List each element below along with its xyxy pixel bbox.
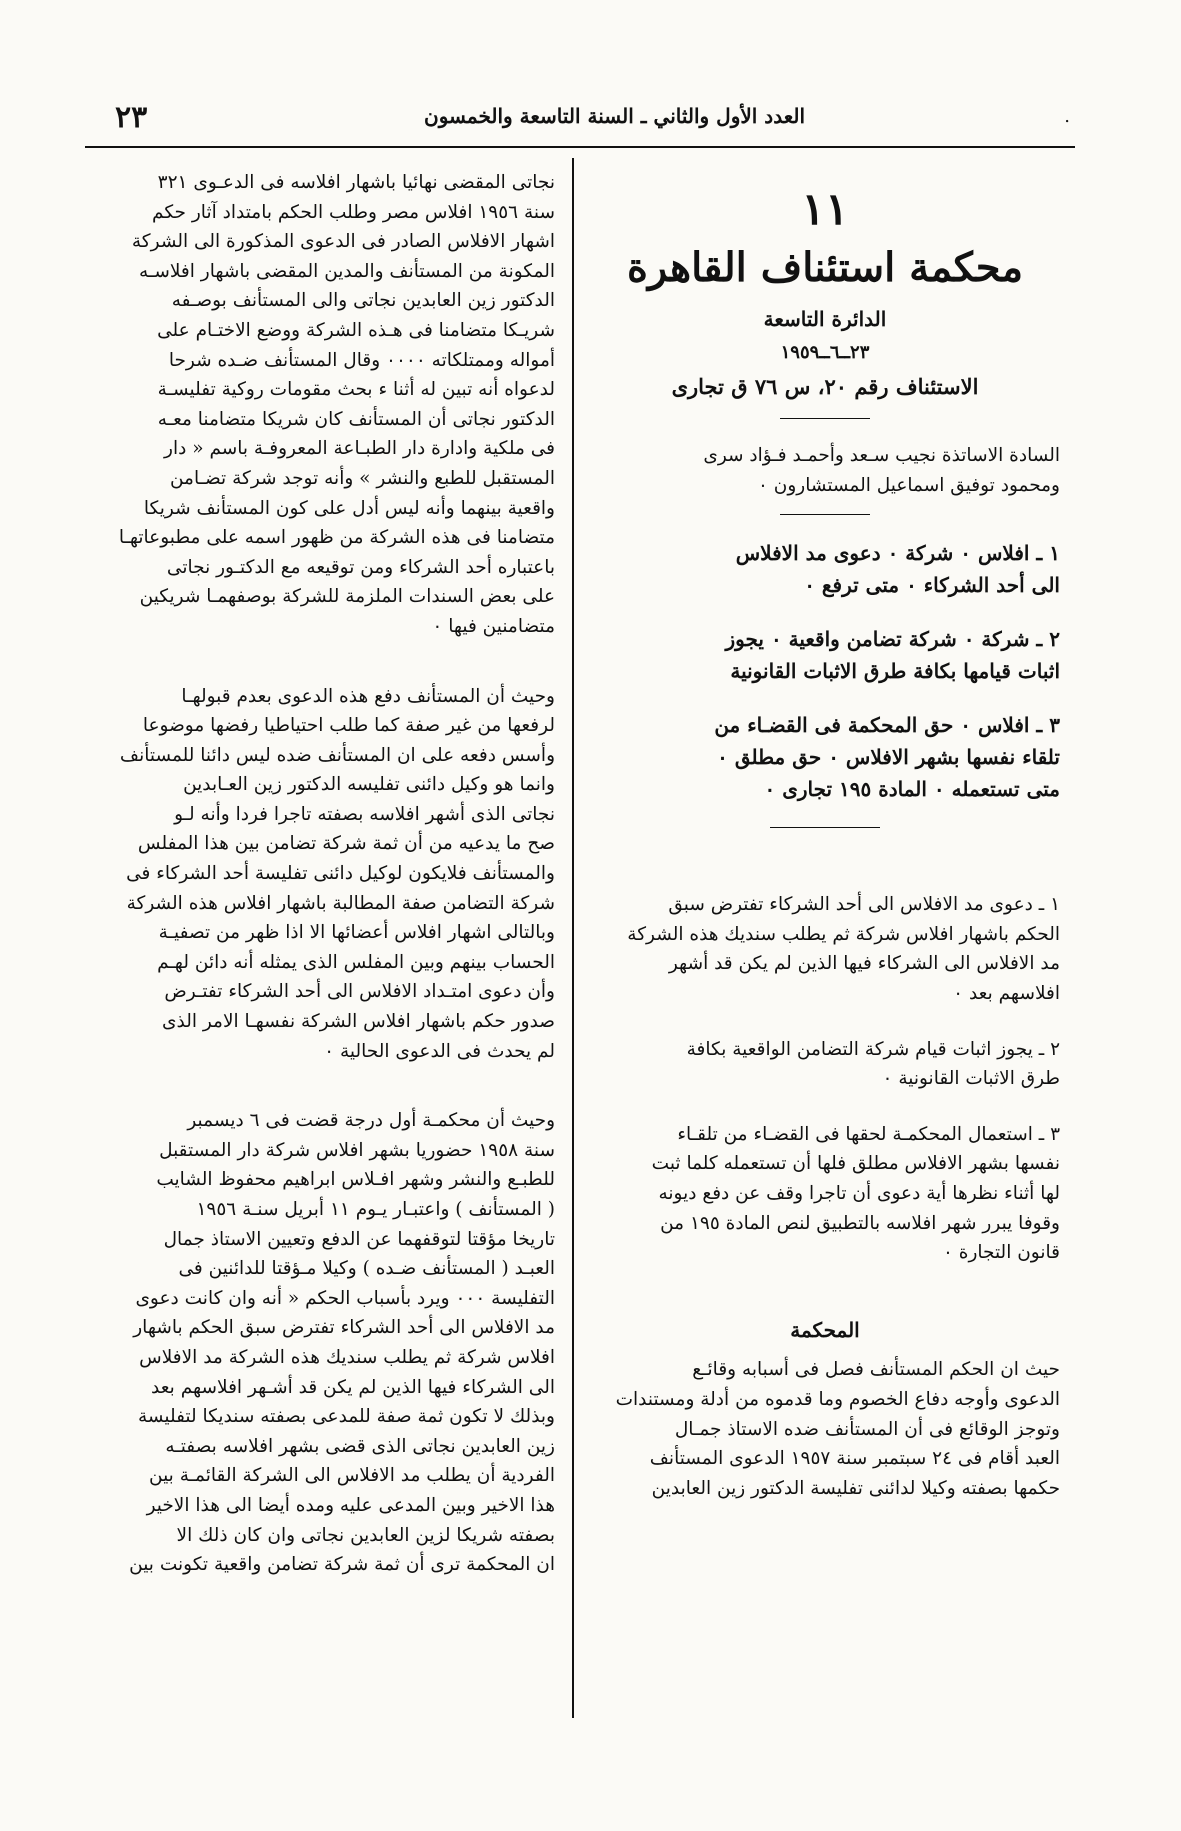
- summary-line: وقوفا يبرر شهر افلاسه بالتطبيق لنص المادة ١٩٥ من: [660, 1212, 1060, 1234]
- court-text: [590, 1355, 1060, 1503]
- text-line: نجاتى المقضى نهائيا باشهار افلاسه فى الدعـوى ٣٢١: [157, 172, 555, 193]
- principle-line: تلقاء نفسها بشهر الافلاس ٠ حق مطلق ٠: [717, 745, 1060, 770]
- principle-line: ٣ ـ افلاس ٠ حق المحكمة فى القضـاء من: [714, 713, 1060, 738]
- summary-item: [590, 890, 1060, 1008]
- case-number: ١١: [801, 184, 849, 235]
- text-line: وبذلك لا تكون ثمة صفة للمدعى بصفته سنديكا لتفليسة: [137, 1406, 555, 1428]
- text-line: وأن دعوى امتـداد الافلاس الى أحد الشركاء تفتـرض: [164, 981, 555, 1003]
- court-name: محكمة استئناف القاهرة: [626, 244, 1024, 291]
- text-line: وأسس دفعه على ان المستأنف ضده ليس دائنا للمستأنف: [119, 744, 555, 766]
- divider-rule: [770, 827, 880, 828]
- header-rule: [85, 146, 1075, 148]
- text-line: الفردية أن يطلب مد الافلاس الى الشركة القائمـة بين: [149, 1465, 555, 1487]
- principles-block: [590, 537, 1060, 805]
- court-text-line: حكمها بصفته وكيلا لدائنى تفليسة الدكتور زين العابدين: [651, 1477, 1060, 1499]
- text-line: التفليسة ٠٠٠ ويرد بأسباب الحكم « أنه وان كانت دعوى: [135, 1287, 555, 1309]
- page-header: [85, 100, 1075, 144]
- appeal-reference: الاستئناف رقم ٢٠، س ٧٦ ق تجارى: [671, 374, 979, 399]
- summary-line: افلاسهم بعد ٠: [953, 982, 1060, 1004]
- section-title: المحكمة: [790, 1317, 860, 1342]
- text-line: وبالتالى اشهار افلاس أعضائها الا اذا ظهر من تصفيـة: [158, 922, 555, 944]
- text-line: زين العابدين نجاتى الذى قضى بشهر افلاسه بصفتـه: [165, 1435, 555, 1457]
- text-line: لم يحدث فى الدعوى الحالية ٠: [324, 1040, 555, 1062]
- text-line: وحيث أن محكمـة أول درجة قضت فى ٦ ديسمبر: [187, 1110, 555, 1132]
- text-line: متضامنين فيها ٠: [432, 615, 555, 637]
- text-line: شركة التضامن صفة المطالبة باشهار افلاس هذه الشركة: [126, 892, 555, 914]
- summaries-block: [590, 890, 1060, 1268]
- text-line: المستقبل للطبع والنشر » وأنه توجد شركة تضـامن: [169, 467, 555, 489]
- text-line: العبـد ( المستأنف ضـده ) وكيلا مـؤقتا للدائنين فى: [178, 1258, 555, 1280]
- summary-line: ١ ـ دعوى مد الافلاس الى أحد الشركاء تفترض سبق: [668, 894, 1060, 916]
- paragraph: [85, 168, 555, 642]
- summary-line: قانون التجارة ٠: [942, 1242, 1060, 1264]
- court-text-line: وتوجز الوقائع فى أن المستأنف ضده الاستاذ جمـال: [674, 1418, 1060, 1440]
- text-line: متضامنا فى هذه الشركة من ظهور اسمه على مطبوعاتهـا: [118, 527, 555, 549]
- text-line: اشهار الافلاس الصادر فى الدعوى المذكورة الى الشركة: [131, 231, 555, 253]
- principle-line: ١ ـ افلاس ٠ شركة ٠ دعوى مد الافلاس: [735, 541, 1060, 566]
- text-line: فى ملكية وادارة دار الطبـاعة المعروفـة باسم « دار: [164, 438, 555, 460]
- summary-line: الحكم باشهار افلاس شركة ثم يطلب سنديك هذه الشركة: [627, 923, 1060, 945]
- summary-line: ٢ ـ يجوز اثبات قيام شركة التضامن الواقعية بكافة: [686, 1038, 1060, 1060]
- text-line: بصفته شريكا لزين العابدين نجاتى وان كان ذلك الا: [176, 1524, 555, 1546]
- text-line: تاريخا مؤقتا لتوقفهما عن الدفع وتعيين الاستاذ جمال: [163, 1228, 555, 1250]
- principle-line: الى أحد الشركاء ٠ متى ترفع ٠: [804, 573, 1060, 598]
- text-line: مد الافلاس الى أحد الشركاء تفترض سبق الحكم باشهار: [133, 1317, 555, 1339]
- text-line: نجاتى الذى أشهر افلاسه بصفته تاجرا فردا وأنه لـو: [174, 803, 555, 825]
- judges-line: السادة الاساتذة نجيب سـعد وأحمـد فـؤاد سرى: [703, 445, 1060, 466]
- principle-item: [590, 537, 1060, 601]
- judges-block: [590, 441, 1060, 500]
- text-line: الدكتور نجاتى أن المستأنف كان شريكا متضامنا معـه: [157, 408, 555, 430]
- judges-line: ومحمود توفيق اسماعيل المستشارون ٠: [757, 474, 1060, 496]
- summary-item: [590, 1035, 1060, 1094]
- right-column: [590, 168, 1060, 1503]
- text-line: ( المستأنف ) واعتبـار يـوم ١١ أبريل سنـة ١٩٥٦: [196, 1199, 555, 1220]
- text-line: وانما هو وكيل دائنى تفليسه الدكتور زين العـابدين: [183, 774, 555, 796]
- divider-rule: [780, 418, 870, 419]
- summary-line: ٣ ـ استعمال المحكمـة لحقها فى القضـاء من تلقـاء: [677, 1123, 1060, 1145]
- text-line: صح ما يدعيه من أن ثمة شركة تضامن بين هذا المفلس: [137, 833, 555, 855]
- text-line: والمستأنف فلايكون لوكيل دائنى تفليسة أحد الشركاء فى: [126, 863, 555, 885]
- column-divider: [572, 158, 574, 1718]
- text-line: المكونة من المستأنف والمدين المقضى باشهار افلاسـه: [139, 260, 555, 282]
- text-line: ان المحكمة ترى أن ثمة شركة تضامن واقعية تكونت بين: [129, 1554, 555, 1576]
- circuit: الدائرة التاسعة: [763, 307, 887, 331]
- paragraph: [85, 1106, 555, 1580]
- left-column: [85, 168, 555, 1580]
- court-text-line: الدعوى وأوجه دفاع الخصوم وما قدموه من أدلة ومستندات: [615, 1388, 1060, 1410]
- court-text-line: العبد أقام فى ٢٤ سبتمبر سنة ١٩٥٧ الدعوى المستأنف: [649, 1448, 1060, 1470]
- page-number: ٢٣: [115, 100, 148, 135]
- text-line: لرفعها من غير صفة كما طلب احتياطيا رفضها موضوعا: [142, 715, 555, 737]
- text-line: أمواله وممتلكاته ٠٠٠٠ وقال المستأنف ضـده شرحا: [168, 349, 555, 371]
- court-text-line: حيث ان الحكم المستأنف فصل فى أسبابه وقائـع: [692, 1359, 1060, 1381]
- text-line: صدور حكم باشهار افلاس الشركة نفسهـا الامر الذى: [162, 1011, 555, 1033]
- text-line: للطبـع والنشر وشهر افـلاس ابراهيم محفوظ الشايب: [156, 1169, 555, 1191]
- text-line: الدكتور زين العابدين نجاتى والى المستأنف بوصـفه: [171, 290, 555, 312]
- principle-line: اثبات قيامها بكافة طرق الاثبات القانونية: [730, 659, 1060, 684]
- header-title: العدد الأول والثاني ـ السنة التاسعة والخمسون: [424, 104, 805, 128]
- text-line: سنة ١٩٥٦ افلاس مصر وطلب الحكم بامتداد آثار حكم: [152, 201, 555, 223]
- text-line: وحيث أن المستأنف دفع هذه الدعوى بعدم قبولهـا: [181, 685, 555, 707]
- text-line: على بعض السندات الملزمة للشركة بوصفهمـا شريكين: [139, 586, 555, 608]
- summary-item: [590, 1120, 1060, 1268]
- summary-line: طرق الاثبات القانونية ٠: [882, 1068, 1060, 1090]
- paragraph: [85, 682, 555, 1067]
- text-line: افلاس شركة ثم يطلب سنديك هذه الشركة مد الافلاس: [139, 1346, 555, 1368]
- session-date: ٢٣ــ٦ــ١٩٥٩: [780, 342, 870, 363]
- text-line: الحساب بينهم وبين المفلس الذى يمثله أنه دائن لهـم: [157, 951, 555, 973]
- text-line: الى الشركاء فيها الذين لم يكن قد أشـهر افلاسهم بعد: [151, 1376, 555, 1398]
- divider-rule: [780, 514, 870, 515]
- principle-item: [590, 623, 1060, 687]
- text-line: لدعواه أنه تبين له أثنا ء بحث مقومات روكية تفليسـة: [157, 379, 555, 401]
- summary-line: مد الافلاس الى الشركاء فيها الذين لم يكن قد أشهر: [668, 953, 1060, 975]
- principle-line: متى تستعمله ٠ المادة ١٩٥ تجارى ٠: [764, 777, 1060, 802]
- text-line: هذا الاخير وبين المدعى عليه ومده أيضا الى هذا الاخير: [146, 1494, 555, 1516]
- text-line: واقعية بينهما وأنه ليس أدل على كون المستأنف شريكا: [143, 497, 555, 519]
- text-line: باعتباره أحد الشركاء ومن توقيعه مع الدكتـور نجاتى: [166, 556, 555, 578]
- summary-line: لها أثناء نظرها أية دعوى أن تاجرا وقف عن دفع ديونه: [658, 1182, 1060, 1204]
- principle-line: ٢ ـ شركة ٠ شركة تضامن واقعية ٠ يجوز: [725, 627, 1060, 652]
- text-line: سنة ١٩٥٨ حضوريا بشهر افلاس شركة دار المستقبل: [159, 1139, 555, 1161]
- summary-line: نفسها بشهر الافلاس مطلق فلها أن تستعمله كلما ثبت: [651, 1153, 1060, 1175]
- text-line: شريـكا متضامنا فى هـذه الشركة ووضع الاختـام على: [157, 319, 555, 341]
- header-dot: .: [1064, 106, 1070, 127]
- principle-item: [590, 709, 1060, 805]
